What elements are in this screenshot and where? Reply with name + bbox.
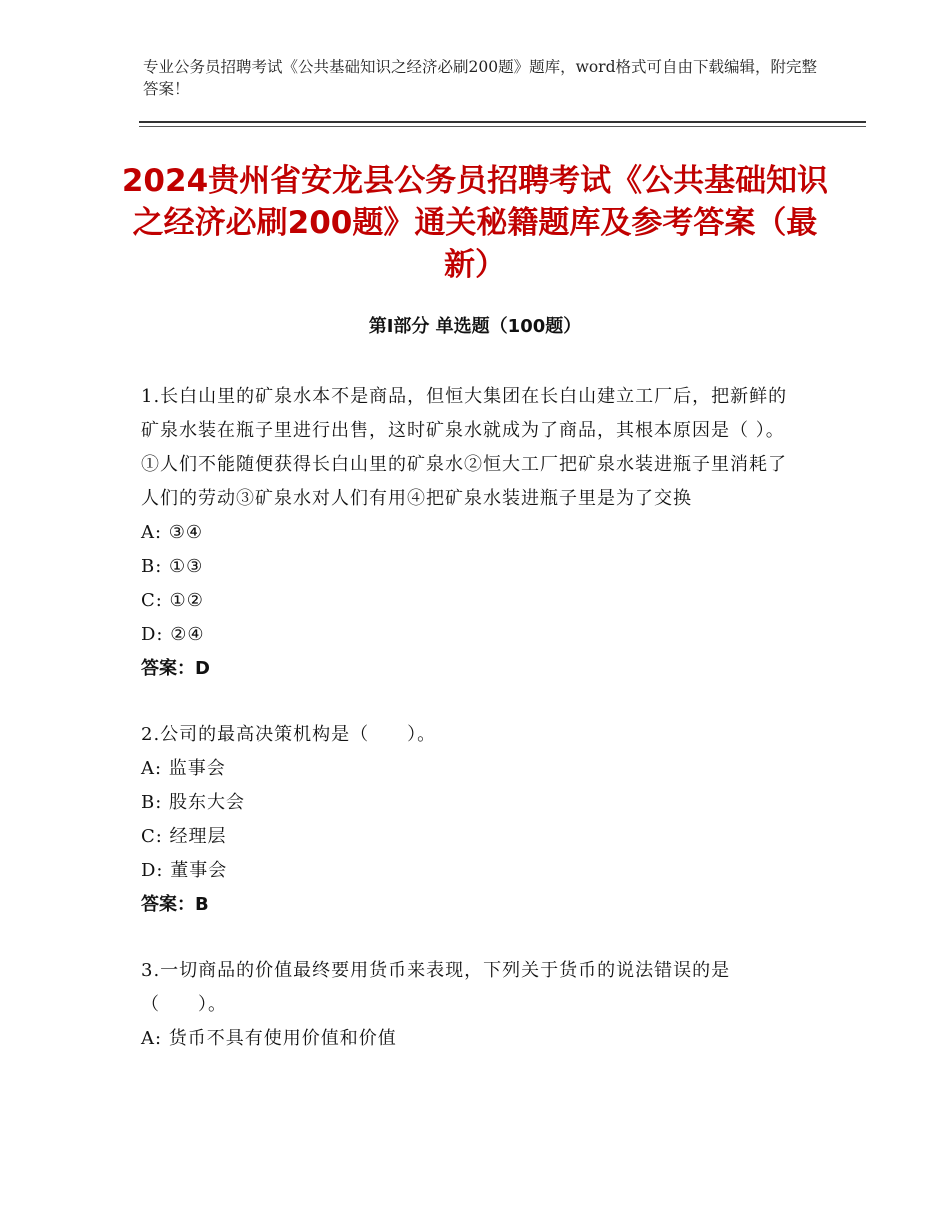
option-b: B: 股东大会 — [141, 792, 246, 813]
option-d: D: 董事会 — [141, 860, 228, 881]
option-a: A: 监事会 — [141, 758, 226, 779]
answer: 答案：D — [141, 658, 210, 679]
option-c: C: ①② — [141, 590, 204, 611]
option-c: C: 经理层 — [141, 826, 227, 847]
option-a: A: ③④ — [141, 522, 204, 543]
section-title: 第Ⅰ部分 单选题（100题） — [368, 316, 582, 337]
option-d: D: ②④ — [141, 624, 205, 645]
answer: 答案：B — [141, 894, 209, 915]
question-2 — [141, 718, 801, 922]
option-b: B: ①③ — [141, 556, 204, 577]
header-note: 专业公务员招聘考试《公共基础知识之经济必刷200题》题库，word格式可自由下载编辑，附完整答案！ — [143, 58, 818, 98]
question-list — [141, 380, 801, 1088]
document-title: 2024贵州省安龙县公务员招聘考试《公共基础知识之经济必刷200题》通关秘籍题库及参考答案（最新） — [121, 163, 829, 283]
header-divider-thick — [139, 121, 866, 123]
header-divider-thin — [139, 126, 866, 127]
question-3 — [141, 954, 801, 1056]
question-1 — [141, 380, 801, 686]
question-stem: 3.一切商品的价值最终要用货币来表现，下列关于货币的说法错误的是（ ）。 — [141, 960, 731, 1015]
question-stem: 1.长白山里的矿泉水本不是商品，但恒大集团在长白山建立工厂后，把新鲜的矿泉水装在瓶子里进行出售，这时矿泉水就成为了商品，其根本原因是（ ）。①人们不能随便获得长白山里的矿泉水②恒大工厂把矿泉水装进瓶子里消耗了人们的劳动③矿泉水对人们有用④把矿泉水装进瓶子里是为了交换 — [141, 386, 788, 509]
option-a: A: 货币不具有使用价值和价值 — [141, 1028, 397, 1049]
question-stem: 2.公司的最高决策机构是（ ）。 — [141, 724, 437, 745]
